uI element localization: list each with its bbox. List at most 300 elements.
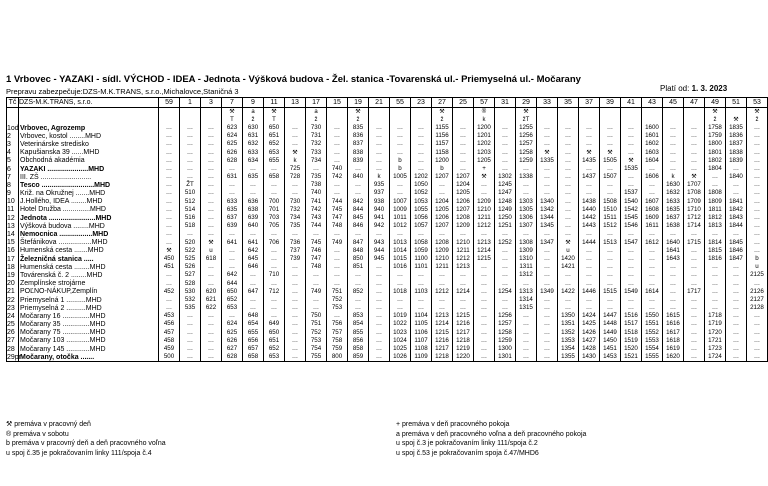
departure-time: …	[411, 296, 432, 304]
validity	[660, 84, 727, 93]
departure-time: 1344	[537, 214, 558, 222]
stop-row	[7, 296, 768, 304]
departure-time: …	[621, 140, 642, 148]
departure-time: 748	[327, 222, 348, 230]
stop-row	[7, 214, 768, 222]
departure-time: 1211	[432, 263, 453, 271]
departure-time: 525	[180, 255, 201, 263]
departure-time: k	[369, 173, 390, 181]
departure-time: 1305	[516, 206, 537, 214]
departure-time: …	[201, 263, 222, 271]
departure-time: 1105	[411, 321, 432, 329]
departure-time: 1612	[642, 239, 663, 247]
departure-time: …	[558, 271, 579, 279]
departure-time: …	[201, 165, 222, 173]
trip-number: 49	[705, 98, 726, 108]
departure-time: …	[705, 230, 726, 238]
departure-time: …	[726, 181, 747, 189]
departure-time: …	[306, 271, 327, 279]
departure-time: …	[747, 140, 768, 148]
departure-time: 638	[243, 206, 264, 214]
trip-number: 9	[243, 98, 264, 108]
departure-time: …	[747, 337, 768, 345]
departure-time: …	[558, 173, 579, 181]
departure-time: 1633	[663, 198, 684, 206]
departure-time: 1351	[558, 321, 579, 329]
departure-time: …	[411, 304, 432, 312]
departure-time: …	[558, 198, 579, 206]
departure-time: 1024	[390, 337, 411, 345]
departure-time: …	[684, 321, 705, 329]
stop-name: Jednota ........................MHD	[19, 214, 159, 222]
stop-number: 6	[7, 165, 19, 173]
departure-time: …	[390, 296, 411, 304]
departure-time: 636	[243, 198, 264, 206]
departure-time: …	[747, 345, 768, 353]
departure-time: 1615	[663, 312, 684, 320]
departure-time: 1512	[600, 222, 621, 230]
departure-time: …	[327, 181, 348, 189]
departure-time: …	[516, 312, 537, 320]
departure-time: 658	[243, 353, 264, 362]
departure-time: b	[390, 165, 411, 173]
departure-time: …	[495, 304, 516, 312]
departure-time: …	[747, 165, 768, 173]
departure-time: 1424	[579, 312, 600, 320]
departure-time: …	[369, 132, 390, 140]
departure-time: …	[159, 239, 180, 247]
departure-time: …	[600, 230, 621, 238]
departure-time: 743	[306, 214, 327, 222]
departure-time: ⚒	[558, 239, 579, 247]
stop-row	[7, 329, 768, 337]
departure-time: …	[432, 181, 453, 189]
departure-time: 1518	[621, 329, 642, 337]
departure-time: …	[474, 288, 495, 296]
departure-time: ⚒	[537, 149, 558, 157]
departure-time: 1158	[432, 149, 453, 157]
departure-time: …	[348, 165, 369, 173]
departure-time: 624	[222, 132, 243, 140]
departure-time: …	[264, 181, 285, 189]
departure-time: 642	[243, 247, 264, 255]
departure-time: 1427	[579, 337, 600, 345]
departure-time: …	[306, 296, 327, 304]
departure-time: …	[558, 206, 579, 214]
departure-time: 1207	[432, 173, 453, 181]
departure-time: 1802	[705, 157, 726, 165]
departure-time: 1215	[453, 312, 474, 320]
departure-time: 641	[243, 239, 264, 247]
departure-time: 747	[327, 214, 348, 222]
departure-time: …	[495, 165, 516, 173]
departure-time: 625	[222, 329, 243, 337]
departure-time: …	[180, 173, 201, 181]
stop-row	[7, 312, 768, 320]
departure-time: …	[663, 230, 684, 238]
departure-time: 1308	[516, 239, 537, 247]
departure-time: …	[516, 190, 537, 198]
departure-time: 620	[201, 288, 222, 296]
departure-time: 1216	[432, 337, 453, 345]
departure-time: b	[390, 157, 411, 165]
trip-symbol: ⚒	[222, 108, 243, 117]
trip-symbol: žT	[516, 116, 537, 124]
departure-time: ŽT	[180, 181, 201, 189]
departure-time: …	[180, 345, 201, 353]
departure-time: …	[726, 280, 747, 288]
departure-time: 1513	[600, 239, 621, 247]
departure-time: …	[243, 304, 264, 312]
departure-time: …	[663, 304, 684, 312]
departure-time: …	[159, 165, 180, 173]
departure-time: …	[264, 255, 285, 263]
stop-number: 10	[7, 198, 19, 206]
departure-time: 1812	[705, 214, 726, 222]
departure-time: 855	[348, 329, 369, 337]
trip-symbol: ®	[474, 108, 495, 117]
trip-number: 17	[306, 98, 327, 108]
trip-symbol	[642, 108, 663, 117]
departure-time: …	[747, 124, 768, 132]
departure-time: 1206	[453, 198, 474, 206]
trip-symbol	[285, 116, 306, 124]
symbol-row	[7, 116, 768, 124]
departure-time: …	[369, 157, 390, 165]
departure-time: …	[264, 230, 285, 238]
departure-time: 1603	[642, 149, 663, 157]
departure-time: …	[642, 181, 663, 189]
departure-time: 732	[306, 140, 327, 148]
departure-time: …	[159, 140, 180, 148]
departure-time: …	[579, 181, 600, 189]
departure-time: 624	[222, 321, 243, 329]
departure-time: 1425	[579, 321, 600, 329]
departure-time: …	[684, 329, 705, 337]
departure-time: …	[327, 157, 348, 165]
departure-time: …	[684, 345, 705, 353]
departure-time: …	[516, 345, 537, 353]
departure-time: 1205	[453, 190, 474, 198]
departure-time: …	[747, 329, 768, 337]
departure-time: …	[516, 230, 537, 238]
departure-time: …	[726, 271, 747, 279]
stop-number: 11	[7, 206, 19, 214]
departure-time: 1520	[621, 345, 642, 353]
stop-name: POĽNO-NÁKUP,Zemplín	[19, 288, 159, 296]
departure-time: …	[348, 181, 369, 189]
departure-time: …	[537, 296, 558, 304]
stop-row	[7, 239, 768, 247]
departure-time: …	[390, 124, 411, 132]
departure-time: …	[495, 271, 516, 279]
departure-time: …	[369, 321, 390, 329]
departure-time: 1617	[663, 329, 684, 337]
departure-time: …	[579, 255, 600, 263]
trip-symbol	[159, 108, 180, 117]
departure-time: 1217	[432, 345, 453, 353]
departure-time: …	[642, 296, 663, 304]
departure-time: …	[285, 312, 306, 320]
timetable	[6, 97, 768, 362]
departure-time: 512	[180, 198, 201, 206]
departure-time: …	[684, 304, 705, 312]
note: u spoj č.35 je pokračovaním linky 111/spoja č.4	[6, 449, 152, 457]
stop-number: 20	[7, 280, 19, 288]
trip-number: 11	[264, 98, 285, 108]
note: a premáva v deň pracovného voľna a deň pracovného pokoja	[396, 430, 587, 438]
trip-number: 45	[663, 98, 684, 108]
trip-symbol	[180, 116, 201, 124]
departure-time: 1009	[390, 206, 411, 214]
trip-symbol: ⚒	[432, 108, 453, 117]
departure-time: 1204	[432, 198, 453, 206]
departure-time: 1205	[474, 157, 495, 165]
departure-time: 733	[306, 149, 327, 157]
departure-time: …	[726, 296, 747, 304]
departure-time: …	[537, 345, 558, 353]
departure-time: …	[327, 190, 348, 198]
departure-time: …	[348, 190, 369, 198]
departure-time: …	[453, 149, 474, 157]
departure-time: …	[747, 157, 768, 165]
departure-time: 628	[222, 157, 243, 165]
departure-time: 1837	[726, 140, 747, 148]
departure-time: 835	[348, 124, 369, 132]
departure-time: 1606	[642, 173, 663, 181]
trip-symbol	[642, 116, 663, 124]
departure-time: …	[663, 157, 684, 165]
departure-time: …	[369, 288, 390, 296]
departure-time: 1426	[579, 329, 600, 337]
departure-time: 1023	[390, 329, 411, 337]
departure-time: 742	[327, 173, 348, 181]
trip-number: 51	[726, 98, 747, 108]
departure-time: 1554	[642, 345, 663, 353]
departure-time: 1846	[726, 247, 747, 255]
departure-time: 1611	[642, 222, 663, 230]
departure-time: 1213	[453, 263, 474, 271]
departure-time: …	[327, 312, 348, 320]
departure-time: ⚒	[201, 239, 222, 247]
departure-time: …	[537, 181, 558, 189]
stop-row	[7, 198, 768, 206]
departure-time: 1315	[516, 304, 537, 312]
departure-time: …	[285, 181, 306, 189]
departure-time: 520	[180, 239, 201, 247]
departure-time: …	[747, 230, 768, 238]
departure-time: …	[285, 140, 306, 148]
departure-time: …	[222, 255, 243, 263]
operator-line: Prepravu zabezpečuje:DZS-M.K.TRANS, s.r.o.,Michalovce,Staničná 3	[6, 87, 239, 96]
departure-time: 1211	[453, 247, 474, 255]
departure-time: 1555	[642, 353, 663, 362]
trip-symbol	[369, 116, 390, 124]
stop-row	[7, 157, 768, 165]
departure-time: 1430	[579, 353, 600, 362]
departure-time: …	[180, 124, 201, 132]
departure-time: 1208	[432, 239, 453, 247]
departure-time: …	[579, 304, 600, 312]
stop-row	[7, 247, 768, 255]
departure-time: 1550	[642, 312, 663, 320]
departure-time: 637	[222, 214, 243, 222]
departure-time: …	[747, 206, 768, 214]
departure-time: …	[516, 329, 537, 337]
stop-number: 28	[7, 345, 19, 353]
departure-time: 1839	[726, 157, 747, 165]
departure-time: 1420	[558, 255, 579, 263]
departure-time: 728	[285, 173, 306, 181]
departure-time: …	[747, 214, 768, 222]
departure-time: 751	[306, 321, 327, 329]
departure-time: …	[621, 149, 642, 157]
departure-time: 1218	[453, 337, 474, 345]
departure-time: …	[495, 230, 516, 238]
departure-time: 852	[348, 288, 369, 296]
departure-time: 844	[348, 206, 369, 214]
departure-time: 1607	[642, 198, 663, 206]
departure-time: 1841	[726, 198, 747, 206]
departure-time: 1619	[663, 345, 684, 353]
departure-time: …	[558, 132, 579, 140]
departure-time: …	[474, 353, 495, 362]
stop-name: Humenská cesta .......MHD	[19, 247, 159, 255]
departure-time: 639	[222, 222, 243, 230]
departure-time: 646	[243, 263, 264, 271]
trip-symbol	[600, 116, 621, 124]
departure-time: 735	[306, 173, 327, 181]
trip-symbol	[327, 116, 348, 124]
departure-time: …	[495, 255, 516, 263]
departure-time: …	[579, 271, 600, 279]
note: ⚒ premáva v pracovný deň	[6, 421, 91, 428]
departure-time: 651	[264, 132, 285, 140]
trip-symbol	[453, 108, 474, 117]
departure-time: 1451	[600, 345, 621, 353]
timetable-title: 1 Vrbovec - YAZAKI - sídl. VÝCHOD - IDEA - Jednota - Výšková budova - Žel. stanica -Tovarenská ul.- Priemyselná ul.- Močarany	[6, 74, 581, 85]
departure-time: 658	[264, 173, 285, 181]
departure-time: …	[432, 304, 453, 312]
departure-time: …	[369, 140, 390, 148]
departure-time: 1553	[642, 337, 663, 345]
departure-time: 2126	[747, 288, 768, 296]
departure-time: …	[306, 304, 327, 312]
departure-time: …	[243, 230, 264, 238]
departure-time: u	[558, 247, 579, 255]
departure-time: …	[474, 296, 495, 304]
departure-time: …	[348, 230, 369, 238]
departure-time: …	[600, 296, 621, 304]
departure-time: …	[537, 353, 558, 362]
departure-time: …	[579, 165, 600, 173]
departure-time: ⚒	[621, 157, 642, 165]
departure-time: 1209	[474, 198, 495, 206]
departure-time: 1022	[390, 321, 411, 329]
departure-time: …	[201, 132, 222, 140]
departure-time: 528	[180, 280, 201, 288]
valid-label: Platí od:	[660, 84, 690, 93]
departure-time: 500	[159, 353, 180, 362]
departure-time: 640	[243, 222, 264, 230]
departure-time: 800	[327, 353, 348, 362]
departure-time: …	[663, 124, 684, 132]
stop-row	[7, 165, 768, 173]
departure-time: 632	[243, 140, 264, 148]
trip-number: 19	[348, 98, 369, 108]
departure-time: …	[390, 280, 411, 288]
departure-time: 1212	[474, 222, 495, 230]
departure-time: 705	[264, 222, 285, 230]
departure-time: 937	[369, 190, 390, 198]
departure-time: …	[474, 304, 495, 312]
departure-time: 1721	[705, 337, 726, 345]
departure-time: 945	[369, 255, 390, 263]
trip-symbol: ⚒	[348, 108, 369, 117]
departure-time: …	[642, 230, 663, 238]
departure-time: 748	[306, 263, 327, 271]
departure-time: …	[411, 149, 432, 157]
departure-time: 1453	[600, 353, 621, 362]
stop-name: Križ. na Okružnej .......MHD	[19, 190, 159, 198]
stop-number: 22	[7, 296, 19, 304]
departure-time: ⚒	[159, 247, 180, 255]
departure-time: 627	[222, 345, 243, 353]
stop-name: Štefánikova .................MHD	[19, 239, 159, 247]
departure-time: …	[369, 124, 390, 132]
departure-time: …	[558, 157, 579, 165]
departure-time: …	[537, 124, 558, 132]
departure-time: 1604	[642, 157, 663, 165]
departure-time: 1056	[411, 214, 432, 222]
departure-time: 1507	[600, 173, 621, 181]
departure-time: 1005	[390, 173, 411, 181]
departure-time: …	[495, 296, 516, 304]
departure-time: …	[159, 157, 180, 165]
departure-time: …	[453, 271, 474, 279]
departure-time: 753	[306, 337, 327, 345]
departure-time: 1447	[600, 312, 621, 320]
departure-time: 1202	[411, 173, 432, 181]
departure-time: …	[621, 280, 642, 288]
departure-time: 1637	[663, 214, 684, 222]
trip-symbol	[285, 108, 306, 117]
trip-number: 41	[621, 98, 642, 108]
stop-name: Močarany, otočka .......	[19, 353, 159, 362]
departure-time: …	[600, 271, 621, 279]
stop-number: 21	[7, 288, 19, 296]
departure-time: 837	[348, 140, 369, 148]
departure-time: …	[453, 296, 474, 304]
stop-row	[7, 345, 768, 353]
departure-time: 1844	[726, 222, 747, 230]
departure-time: 839	[348, 157, 369, 165]
departure-time: 731	[306, 132, 327, 140]
departure-time: 1354	[558, 345, 579, 353]
departure-time: …	[222, 230, 243, 238]
trip-number: 43	[642, 98, 663, 108]
trip-symbol: ž	[306, 116, 327, 124]
departure-time: …	[747, 353, 768, 362]
stop-name: Močarany 145 ............MHD	[19, 345, 159, 353]
departure-time: …	[327, 255, 348, 263]
departure-time: …	[285, 304, 306, 312]
departure-time: 1720	[705, 329, 726, 337]
departure-time: …	[159, 206, 180, 214]
departure-time: 1208	[453, 214, 474, 222]
departure-time: 1804	[705, 165, 726, 173]
trip-number: 7	[222, 98, 243, 108]
